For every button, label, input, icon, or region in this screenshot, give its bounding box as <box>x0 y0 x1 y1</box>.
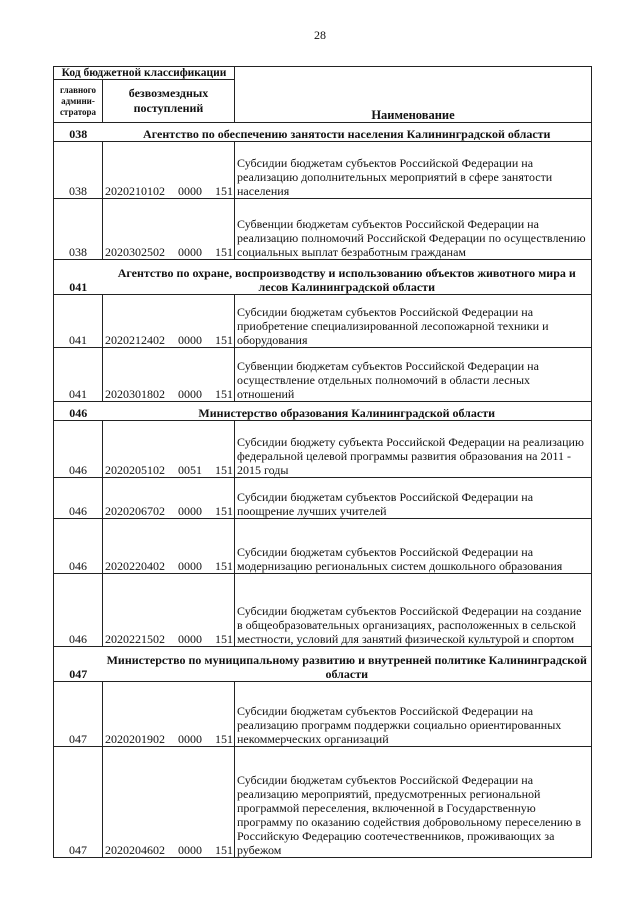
admin-code: 038 <box>54 142 103 199</box>
admin-code: 046 <box>54 519 103 574</box>
revenue-name: Субсидии бюджету субъекта Российской Федерации на реализацию федеральной целевой программы развития образования на 2011 - 2015 годы <box>235 421 592 478</box>
revenue-code-part: 151 <box>215 387 233 401</box>
revenue-code-part: 0000 <box>178 333 202 347</box>
revenue-code-part: 151 <box>215 333 233 347</box>
revenue-code <box>103 421 235 478</box>
table-row <box>54 199 592 260</box>
table-row <box>54 478 592 519</box>
section-title: Агентство по обеспечению занятости населения Калининградской области <box>103 123 592 142</box>
revenue-name: Субсидии бюджетам субъектов Российской Федерации на создание в общеобразовательных организациях, расположенных в сельской местности, условий для занятий физической культурой и спортом <box>235 574 592 647</box>
section-row <box>54 647 592 682</box>
section-code: 047 <box>54 647 103 682</box>
admin-code: 041 <box>54 348 103 402</box>
name-column-header: Наименование <box>371 108 455 122</box>
revenue-code-part: 151 <box>215 632 233 646</box>
revenue-code-part: 151 <box>215 504 233 518</box>
budget-classification-table <box>53 66 592 858</box>
revenue-name: Субсидии бюджетам субъектов Российской Федерации на приобретение специализированной лесопожарной техники и оборудования <box>235 295 592 348</box>
revenue-code-part: 151 <box>215 463 233 477</box>
revenue-code-part: 0000 <box>178 245 202 259</box>
revenue-code <box>103 747 235 858</box>
admin-code: 046 <box>54 421 103 478</box>
revenue-name: Субвенции бюджетам субъектов Российской Федерации на осуществление отдельных полномочий в области лесных отношений <box>235 348 592 402</box>
revenue-code-part: 2020221502 <box>105 632 165 646</box>
revenue-code <box>103 682 235 747</box>
revenue-code <box>103 478 235 519</box>
table-row <box>54 519 592 574</box>
admin-column-header: главного админи-стратора <box>54 80 103 123</box>
admin-code: 041 <box>54 295 103 348</box>
revenue-code-part: 151 <box>215 184 233 198</box>
revenue-code <box>103 519 235 574</box>
section-title: Министерство по муниципальному развитию и внутренней политике Калининградской области <box>103 647 592 682</box>
table-row <box>54 295 592 348</box>
revenue-name: Субсидии бюджетам субъектов Российской Федерации на реализацию дополнительных мероприятий в сфере занятости населения <box>235 142 592 199</box>
revenue-code-part: 151 <box>215 245 233 259</box>
admin-code: 046 <box>54 574 103 647</box>
revenue-code-part: 151 <box>215 843 233 857</box>
section-code: 038 <box>54 123 103 142</box>
admin-code: 047 <box>54 747 103 858</box>
revenue-name: Субсидии бюджетам субъектов Российской Федерации на модернизацию региональных систем дошкольного образования <box>235 519 592 574</box>
revenue-code-part: 2020301802 <box>105 387 165 401</box>
revenue-code <box>103 574 235 647</box>
table-row <box>54 348 592 402</box>
revenue-code-part: 0000 <box>178 387 202 401</box>
table-row <box>54 421 592 478</box>
revenue-code-part: 151 <box>215 732 233 746</box>
revenue-code-part: 0000 <box>178 843 202 857</box>
revenue-code-part: 0000 <box>178 184 202 198</box>
revenue-code-part: 0000 <box>178 732 202 746</box>
page-number: 28 <box>314 28 326 42</box>
section-title: Агентство по охране, воспроизводству и использованию объектов животного мира и лесов Калининградской области <box>103 260 592 295</box>
table-row <box>54 574 592 647</box>
section-row <box>54 123 592 142</box>
table-row <box>54 142 592 199</box>
admin-code: 038 <box>54 199 103 260</box>
revenue-code-part: 2020210102 <box>105 184 165 198</box>
revenue-code-part: 2020220402 <box>105 559 165 573</box>
revenue-code-part: 0000 <box>178 504 202 518</box>
table-body <box>54 123 592 858</box>
revenue-code <box>103 142 235 199</box>
revenue-code-part: 2020205102 <box>105 463 165 477</box>
section-title: Министерство образования Калининградской области <box>103 402 592 421</box>
name-header-top <box>235 67 592 123</box>
revenue-code-part: 151 <box>215 559 233 573</box>
revenue-name: Субсидии бюджетам субъектов Российской Федерации на реализацию программ поддержки социально ориентированных некоммерческих организаций <box>235 682 592 747</box>
revenue-code-part: 0000 <box>178 559 202 573</box>
revenue-code <box>103 295 235 348</box>
section-row <box>54 260 592 295</box>
admin-code: 046 <box>54 478 103 519</box>
table-row <box>54 747 592 858</box>
revenue-column-header: безвозмездных поступлений <box>103 80 235 123</box>
section-row <box>54 402 592 421</box>
header-row <box>54 67 592 80</box>
admin-code: 047 <box>54 682 103 747</box>
section-code: 041 <box>54 260 103 295</box>
revenue-name: Субвенции бюджетам субъектов Российской Федерации на реализацию полномочий Российской Федерации по осуществлению социальных выплат безработным гражданам <box>235 199 592 260</box>
revenue-code <box>103 199 235 260</box>
revenue-name: Субсидии бюджетам субъектов Российской Федерации на поощрение лучших учителей <box>235 478 592 519</box>
revenue-code-part: 2020201902 <box>105 732 165 746</box>
revenue-code-part: 2020204602 <box>105 843 165 857</box>
revenue-code-part: 2020302502 <box>105 245 165 259</box>
revenue-code-part: 0000 <box>178 632 202 646</box>
revenue-code-part: 0051 <box>178 463 202 477</box>
table-row <box>54 682 592 747</box>
kbk-header: Код бюджетной классификации <box>54 67 235 80</box>
revenue-code-part: 2020206702 <box>105 504 165 518</box>
section-code: 046 <box>54 402 103 421</box>
revenue-code <box>103 348 235 402</box>
revenue-code-part: 2020212402 <box>105 333 165 347</box>
revenue-name: Субсидии бюджетам субъектов Российской Федерации на реализацию мероприятий, предусмотренных региональной программой переселения, включенной в Государственную программу по оказанию содействия добровольному переселению в Российскую Федерацию соотечественников, проживающих за рубежом <box>235 747 592 858</box>
